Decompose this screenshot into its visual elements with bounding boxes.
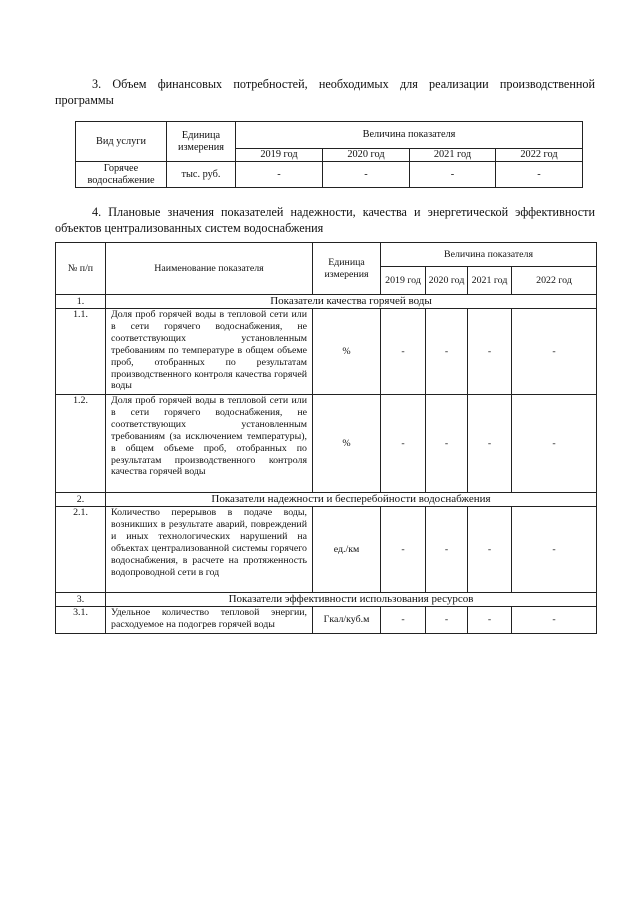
table-header-row bbox=[76, 122, 583, 149]
column-header-value: Величина показателя bbox=[236, 122, 583, 149]
year-header: 2022 год bbox=[496, 149, 583, 162]
value-cell: - bbox=[468, 395, 512, 493]
column-header-number: № п/п bbox=[56, 243, 106, 295]
year-header: 2020 год bbox=[323, 149, 410, 162]
service-cell: Горячее водоснабжение bbox=[76, 162, 167, 188]
year-header: 2020 год bbox=[426, 267, 468, 295]
section-row bbox=[56, 493, 597, 507]
value-cell: - bbox=[236, 162, 323, 188]
indicator-name: Доля проб горячей воды в тепловой сети или в сети горячего водоснабжения, не соответствующих установленным требованиям (за исключением температуры), в общем объеме проб, отобранных по результатам производственного контроля качества горячей воды bbox=[106, 395, 313, 493]
section-row bbox=[56, 593, 597, 607]
column-header-name: Наименование показателя bbox=[106, 243, 313, 295]
value-cell: - bbox=[512, 607, 597, 634]
unit-cell: % bbox=[313, 309, 381, 395]
value-cell: - bbox=[381, 395, 426, 493]
section-3-heading bbox=[55, 76, 595, 108]
value-cell: - bbox=[381, 309, 426, 395]
unit-cell: % bbox=[313, 395, 381, 493]
value-cell: - bbox=[381, 607, 426, 634]
table-header-row bbox=[56, 243, 597, 267]
column-header-value: Величина показателя bbox=[381, 243, 597, 267]
section-number: 3. bbox=[56, 593, 106, 607]
table-row bbox=[56, 507, 597, 593]
value-cell: - bbox=[468, 507, 512, 593]
row-number: 1.1. bbox=[56, 309, 106, 395]
value-cell: - bbox=[512, 309, 597, 395]
value-cell: - bbox=[410, 162, 496, 188]
value-cell: - bbox=[426, 309, 468, 395]
unit-cell: тыс. руб. bbox=[167, 162, 236, 188]
unit-cell: Гкал/куб.м bbox=[313, 607, 381, 634]
section-title: Показатели эффективности использования ресурсов bbox=[106, 593, 597, 607]
row-number: 2.1. bbox=[56, 507, 106, 593]
indicator-name: Количество перерывов в подаче воды, возникших в результате аварий, повреждений и иных технологических нарушений на объектах централизованной системы горячего водоснабжения, в расчете на протяженность водопроводной сети в год bbox=[106, 507, 313, 593]
section-title: Показатели качества горячей воды bbox=[106, 295, 597, 309]
financial-needs-table bbox=[75, 121, 583, 188]
section-4-heading bbox=[55, 204, 595, 236]
unit-cell: ед./км bbox=[313, 507, 381, 593]
column-header-unit: Единица измерения bbox=[313, 243, 381, 295]
section-title: Показатели надежности и бесперебойности водоснабжения bbox=[106, 493, 597, 507]
column-header-service: Вид услуги bbox=[76, 122, 167, 162]
section-3-number: 3. bbox=[92, 77, 102, 91]
table-row bbox=[56, 395, 597, 493]
section-4-text: Плановые значения показателей надежности, качества и энергетической эффективности объектов централизованных систем водоснабжения bbox=[55, 205, 595, 235]
section-3-text: Объем финансовых потребностей, необходимых для реализации производственной программы bbox=[55, 77, 595, 107]
indicator-name: Удельное количество тепловой энергии, расходуемое на подогрев горячей воды bbox=[106, 607, 313, 634]
year-header: 2021 год bbox=[410, 149, 496, 162]
section-row bbox=[56, 295, 597, 309]
row-number: 1.2. bbox=[56, 395, 106, 493]
value-cell: - bbox=[426, 507, 468, 593]
value-cell: - bbox=[512, 395, 597, 493]
value-cell: - bbox=[323, 162, 410, 188]
table-row bbox=[76, 162, 583, 188]
year-header: 2019 год bbox=[381, 267, 426, 295]
column-header-unit: Единица измерения bbox=[167, 122, 236, 162]
year-header: 2019 год bbox=[236, 149, 323, 162]
value-cell: - bbox=[426, 607, 468, 634]
section-number: 2. bbox=[56, 493, 106, 507]
table-row bbox=[56, 607, 597, 634]
value-cell: - bbox=[468, 607, 512, 634]
value-cell: - bbox=[426, 395, 468, 493]
year-header: 2022 год bbox=[512, 267, 597, 295]
value-cell: - bbox=[496, 162, 583, 188]
value-cell: - bbox=[512, 507, 597, 593]
value-cell: - bbox=[381, 507, 426, 593]
row-number: 3.1. bbox=[56, 607, 106, 634]
value-cell: - bbox=[468, 309, 512, 395]
table-row bbox=[56, 309, 597, 395]
indicators-table bbox=[55, 242, 597, 634]
section-number: 1. bbox=[56, 295, 106, 309]
section-4-number: 4. bbox=[92, 205, 102, 219]
year-header: 2021 год bbox=[468, 267, 512, 295]
indicator-name: Доля проб горячей воды в тепловой сети или в сети горячего водоснабжения, не соответствующих установленным требованиям по температуре в общем объеме проб, отобранных по результатам производственного контроля качества горячей воды bbox=[106, 309, 313, 395]
